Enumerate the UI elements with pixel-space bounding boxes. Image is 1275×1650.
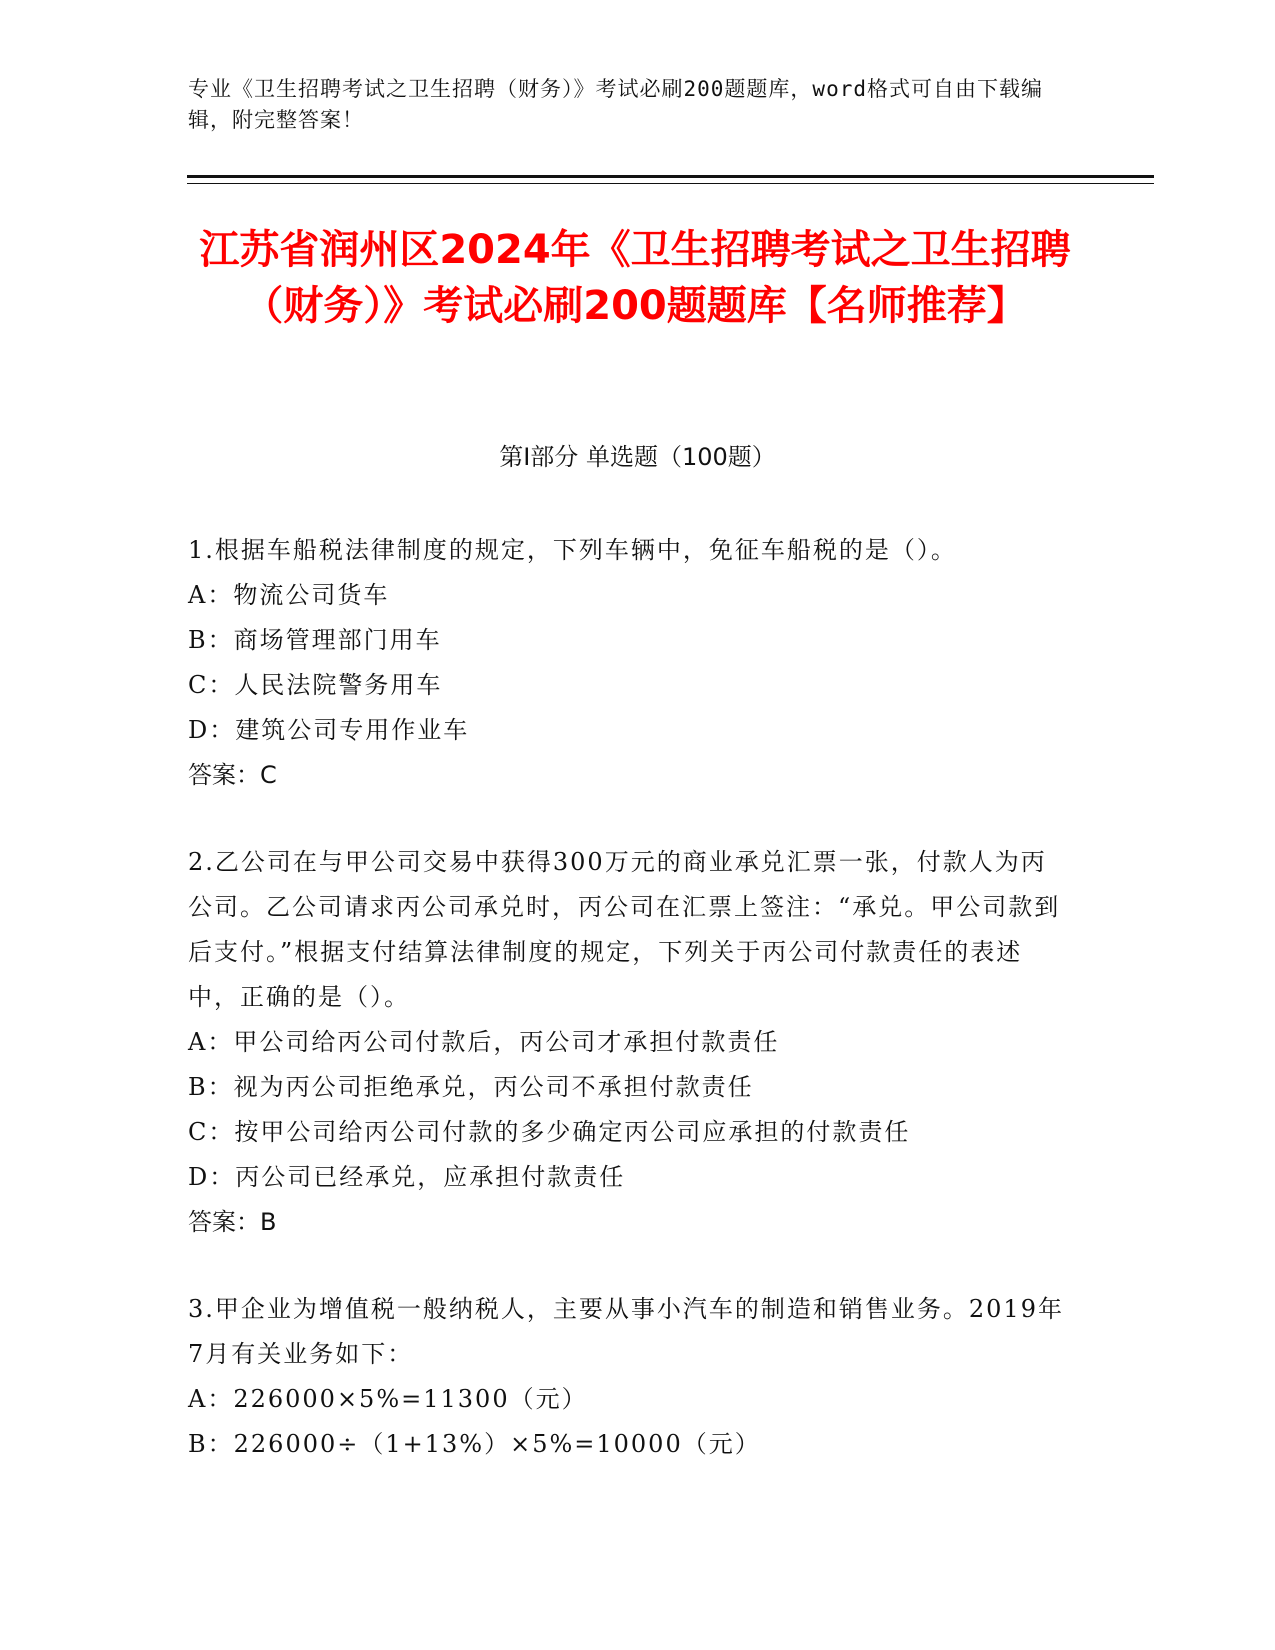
option-a: A：226000×5%=11300（元） (188, 1385, 588, 1413)
answer: 答案：C (188, 761, 277, 789)
option-b: B：视为丙公司拒绝承兑，丙公司不承担付款责任 (188, 1073, 754, 1101)
answer: 答案：B (188, 1208, 277, 1236)
option-a: A：物流公司货车 (188, 581, 390, 609)
option-d: D：丙公司已经承兑，应承担付款责任 (188, 1163, 626, 1191)
document-title: 江苏省润州区2024年《卫生招聘考试之卫生招聘（财务）》考试必刷200题题库【名师推荐】 (199, 227, 1071, 329)
question-3 (188, 1287, 1068, 1467)
question-2 (188, 840, 1068, 1245)
question-stem: 1.根据车船税法律制度的规定，下列车辆中，免征车船税的是（）。 (188, 536, 957, 564)
header-divider-thick (187, 175, 1154, 178)
question-1 (188, 528, 1068, 798)
header-note: 专业《卫生招聘考试之卫生招聘（财务）》考试必刷200题题库，word格式可自由下载编辑，附完整答案！ (188, 77, 1043, 132)
option-a: A：甲公司给丙公司付款后，丙公司才承担付款责任 (188, 1028, 780, 1056)
section-heading: 第Ⅰ部分 单选题（100题） (499, 443, 776, 471)
question-stem: 2.乙公司在与甲公司交易中获得300万元的商业承兑汇票一张，付款人为丙公司。乙公司请求丙公司承兑时，丙公司在汇票上签注：“承兑。甲公司款到后支付。”根据支付结算法律制度的规定，下列关于丙公司付款责任的表述中，正确的是（）。 (188, 848, 1061, 1011)
option-c: C：按甲公司给丙公司付款的多少确定丙公司应承担的付款责任 (188, 1118, 911, 1146)
option-b: B：226000÷（1+13%）×5%=10000（元） (188, 1430, 761, 1458)
option-b: B：商场管理部门用车 (188, 626, 442, 654)
option-d: D：建筑公司专用作业车 (188, 716, 470, 744)
header-divider-thin (187, 183, 1154, 184)
option-c: C：人民法院警务用车 (188, 671, 443, 699)
question-list (188, 528, 1068, 1509)
question-stem: 3.甲企业为增值税一般纳税人，主要从事小汽车的制造和销售业务。2019年7月有关业务如下： (188, 1295, 1064, 1368)
